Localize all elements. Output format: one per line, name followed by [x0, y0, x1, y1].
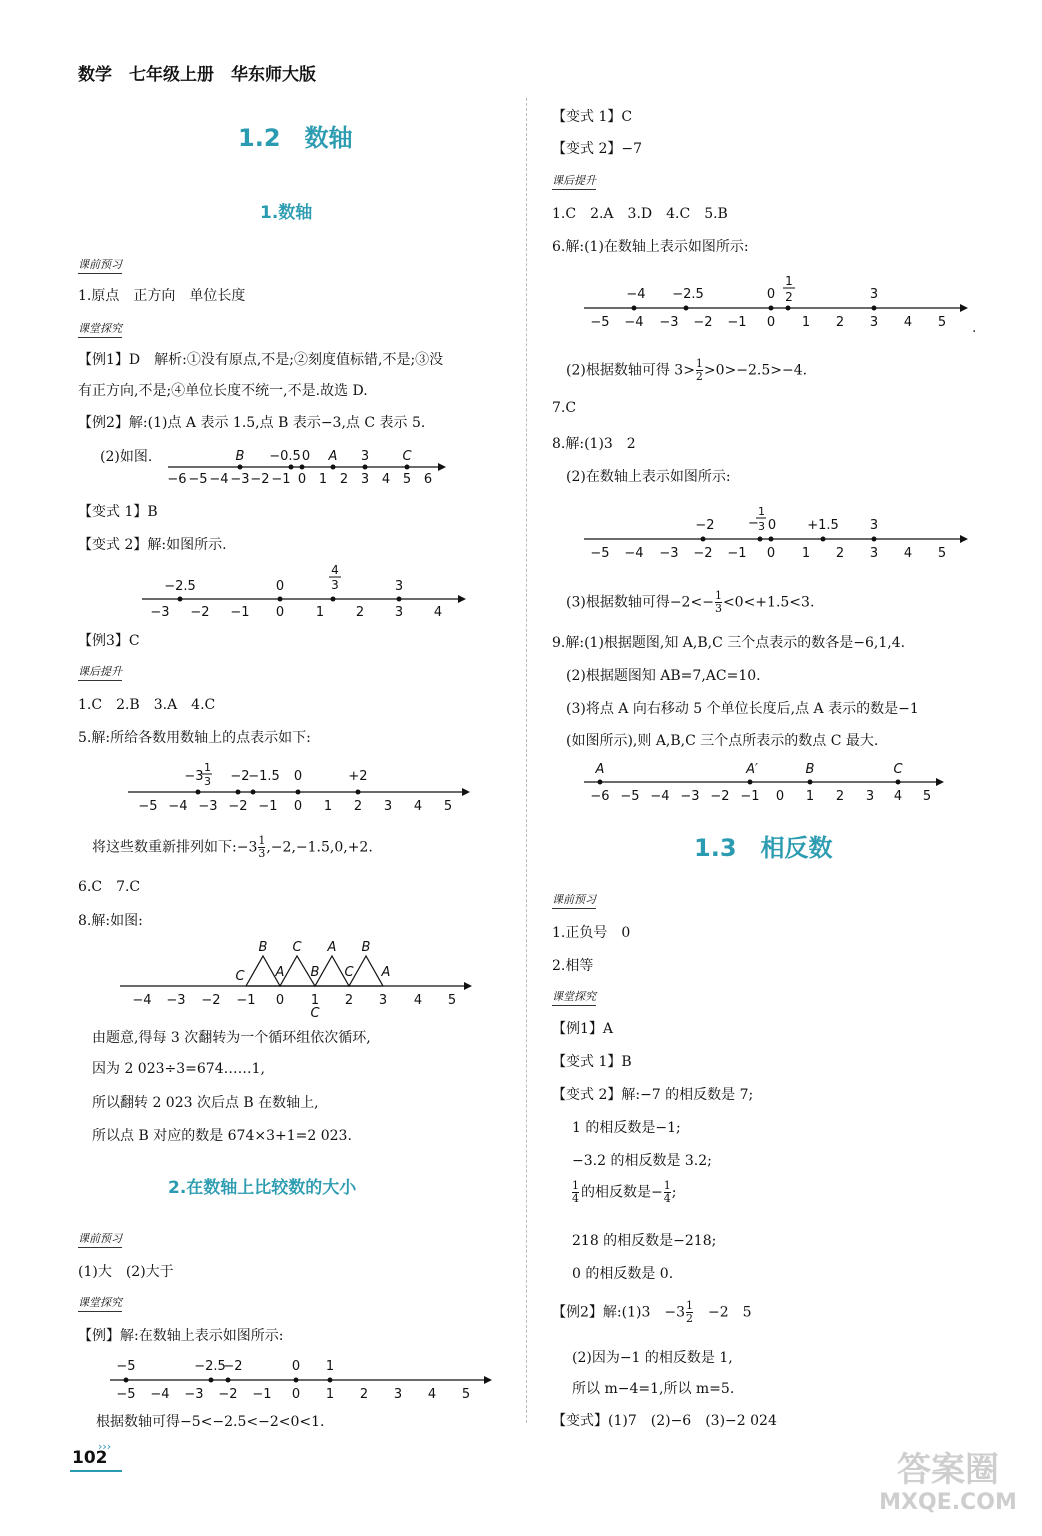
svg-text:−2: −2	[218, 1387, 238, 1402]
r-q6-fraction: $\frac{1}{2}$	[695, 357, 703, 383]
svg-text:−3: −3	[659, 546, 679, 561]
subsection-title-2: 2.在数轴上比较数的大小	[168, 1178, 357, 1198]
q8-line-4: 所以点 B 对应的数是 674×3+1=2 023.	[92, 1128, 352, 1144]
svg-text:−5: −5	[620, 789, 640, 804]
watermark-logo: 答案圈 MXQE.COM	[879, 1450, 1017, 1515]
svg-text:5: 5	[447, 993, 457, 1008]
r-question-6: 6.解:(1)在数轴上表示如图所示:	[552, 239, 749, 255]
svg-text:1: 1	[204, 761, 211, 774]
svg-text:0: 0	[291, 1359, 301, 1374]
svg-text:−1: −1	[258, 799, 278, 814]
r-frac-quarter-b: $\frac{1}{4}$	[663, 1179, 671, 1205]
q5-sorted-head: 将这些数重新排列如下:−3	[92, 839, 258, 856]
svg-text:−3: −3	[184, 769, 204, 784]
svg-text:−4: −4	[650, 789, 670, 804]
class-explore-label-2: 课堂探究	[78, 1294, 122, 1312]
pre-study-label: 课前预习	[78, 256, 122, 274]
svg-text:3: 3	[204, 775, 211, 788]
svg-text:−4: −4	[624, 546, 644, 561]
r-pre-2: 2.相等	[552, 958, 594, 974]
svg-text:−1: −1	[727, 546, 747, 561]
svg-text:−4: −4	[209, 472, 229, 487]
svg-text:5: 5	[461, 1387, 471, 1402]
question-8: 8.解:如图:	[78, 913, 143, 929]
svg-text:−2.5: −2.5	[164, 579, 196, 594]
svg-text:2: 2	[355, 605, 365, 620]
svg-text:0: 0	[291, 1387, 301, 1402]
svg-text:5: 5	[937, 315, 947, 330]
r-question-7: 7.C	[552, 400, 577, 416]
svg-text:−4: −4	[150, 1387, 170, 1402]
svg-text:−6: −6	[167, 472, 187, 487]
question-6-7: 6.C 7.C	[78, 879, 141, 895]
r-e2-fraction: $\frac{1}{2}$	[686, 1299, 693, 1325]
svg-text:A: A	[327, 940, 337, 955]
r-variant-1: 【变式 1】C	[552, 109, 633, 125]
svg-text:2: 2	[359, 1387, 369, 1402]
svg-text:−2: −2	[693, 315, 713, 330]
svg-text:C: C	[292, 940, 302, 955]
svg-text:1: 1	[315, 605, 325, 620]
number-line-q8-flip	[116, 936, 476, 1018]
example-3: 【例3】C	[78, 633, 140, 649]
svg-text:−1: −1	[236, 993, 256, 1008]
subsection-title-1: 1.数轴	[260, 203, 313, 223]
svg-text:0: 0	[297, 472, 307, 487]
svg-text:3: 3	[869, 518, 879, 533]
svg-text:−4: −4	[626, 287, 646, 302]
svg-text:−3: −3	[166, 993, 186, 1008]
svg-text:1: 1	[801, 546, 811, 561]
svg-text:−3: −3	[198, 799, 218, 814]
pre-study-answer-2: (1)大 (2)大于	[78, 1264, 174, 1280]
svg-text:2: 2	[835, 315, 845, 330]
svg-text:−3: −3	[184, 1387, 204, 1402]
svg-text:4: 4	[427, 1387, 437, 1402]
svg-text:1: 1	[758, 505, 765, 518]
example-compare: 【例】解:在数轴上表示如图所示:	[78, 1328, 284, 1344]
svg-text:0: 0	[766, 546, 776, 561]
svg-text:−2: −2	[228, 799, 248, 814]
svg-text:0: 0	[293, 769, 303, 784]
svg-text:4: 4	[903, 315, 913, 330]
svg-text:3: 3	[383, 799, 393, 814]
svg-text:C: C	[893, 762, 903, 777]
svg-text:−0.5: −0.5	[269, 449, 301, 464]
svg-text:2: 2	[835, 546, 845, 561]
page-header: 数学 七年级上册 华东师大版	[78, 65, 316, 85]
r-q8-conclusion: (3)根据数轴可得−2<− $\frac{1}{3}$ <0<+1.5<3.	[566, 589, 815, 615]
svg-text:2: 2	[344, 993, 354, 1008]
svg-text:B: B	[235, 449, 245, 464]
r-variant-b2-b: 1 的相反数是−1;	[572, 1120, 681, 1136]
q5-fraction: $\frac{1}{3}$	[258, 834, 266, 860]
svg-text:1: 1	[325, 1359, 335, 1374]
svg-text:−2.5: −2.5	[672, 287, 704, 302]
number-line-r6	[580, 270, 980, 332]
number-line-compare	[106, 1350, 496, 1404]
svg-text:B: B	[805, 762, 815, 777]
svg-text:0: 0	[766, 315, 776, 330]
r-variant-b1: 【变式 1】B	[552, 1054, 632, 1070]
svg-text:−1: −1	[271, 472, 291, 487]
r-pre-1: 1.正负号 0	[552, 925, 631, 941]
number-line-var2	[138, 562, 468, 620]
r-answers: 1.C 2.A 3.D 4.C 5.B	[552, 206, 728, 222]
svg-text:1: 1	[310, 993, 320, 1008]
svg-text:A: A	[275, 965, 285, 980]
example-1-line-1: 【例1】D 解析:①没有原点,不是;②刻度值标错,不是;③没	[78, 352, 444, 368]
svg-text:3: 3	[394, 605, 404, 620]
section-title-1-3: 1.3 相反数	[694, 834, 833, 862]
svg-text:2: 2	[353, 799, 363, 814]
svg-text:−3: −3	[659, 315, 679, 330]
svg-text:A: A	[328, 449, 338, 464]
svg-text:4: 4	[381, 472, 391, 487]
compare-conclusion: 根据数轴可得−5<−2.5<−2<0<1.	[96, 1414, 325, 1430]
svg-text:3: 3	[394, 579, 404, 594]
r-variant-2: 【变式 2】−7	[552, 141, 642, 157]
svg-text:3: 3	[393, 1387, 403, 1402]
r-after-class-label: 课后提升	[552, 172, 596, 190]
svg-text:4: 4	[413, 799, 423, 814]
svg-text:0: 0	[766, 287, 776, 302]
q8-line-1: 由题意,得每 3 次翻转为一个循环组依次循环,	[92, 1030, 371, 1046]
svg-text:3: 3	[869, 315, 879, 330]
svg-text:−5: −5	[590, 315, 610, 330]
svg-text:1: 1	[318, 472, 328, 487]
svg-text:+2: +2	[348, 769, 368, 784]
example-2-line-1: 【例2】解:(1)点 A 表示 1.5,点 B 表示−3,点 C 表示 5.	[78, 415, 426, 431]
svg-text:−5: −5	[116, 1387, 136, 1402]
tick-labels	[167, 472, 432, 487]
chevrons-icon: ›››	[98, 1440, 112, 1453]
svg-text:3: 3	[869, 546, 879, 561]
svg-text:1: 1	[325, 1387, 335, 1402]
q5-sorted-tail: ,−2,−1.5,0,+2.	[266, 839, 373, 856]
page-number: 102	[72, 1448, 108, 1468]
svg-text:−: −	[748, 516, 759, 531]
svg-text:B: B	[258, 940, 268, 955]
svg-text:5: 5	[937, 546, 947, 561]
svg-text:2: 2	[339, 472, 349, 487]
question-5: 5.解:所给各数用数轴上的点表示如下:	[78, 730, 311, 746]
svg-text:4: 4	[903, 546, 913, 561]
svg-text:,: ,	[972, 321, 977, 332]
svg-text:4: 4	[331, 563, 339, 577]
svg-text:2: 2	[785, 290, 793, 304]
svg-text:4: 4	[433, 605, 443, 620]
svg-text:−3: −3	[230, 472, 250, 487]
svg-text:−1: −1	[740, 789, 760, 804]
example-1-line-2: 有正方向,不是;④单位长度不统一,不是.故选 D.	[78, 383, 368, 399]
svg-text:1: 1	[801, 315, 811, 330]
number-line-r9	[580, 760, 950, 808]
svg-text:3: 3	[360, 449, 370, 464]
svg-text:−5: −5	[138, 799, 158, 814]
svg-text:−2: −2	[190, 605, 210, 620]
svg-text:−4: −4	[132, 993, 152, 1008]
svg-text:−1: −1	[727, 315, 747, 330]
svg-text:+1.5: +1.5	[807, 518, 839, 533]
r-question-9-1: 9.解:(1)根据题图,知 A,B,C 三个点表示的数各是−6,1,4.	[552, 635, 906, 651]
svg-text:0: 0	[293, 799, 303, 814]
svg-text:C: C	[344, 965, 354, 980]
r-question-9-4: (如图所示),则 A,B,C 三个点所表示的数点 C 最大.	[566, 733, 879, 749]
pre-study-label-2: 课前预习	[78, 1230, 122, 1248]
svg-text:B: B	[361, 940, 371, 955]
pre-study-answer: 1.原点 正方向 单位长度	[78, 288, 246, 304]
svg-text:1: 1	[323, 799, 333, 814]
svg-text:0: 0	[275, 993, 285, 1008]
r-q6-conclusion: (2)根据数轴可得 3> $\frac{1}{2}$ >0>−2.5>−4.	[566, 357, 808, 383]
svg-text:C: C	[235, 969, 245, 984]
r-variant-b2-d: $\frac{1}{4}$ 的相反数是− $\frac{1}{4}$ ;	[572, 1179, 677, 1205]
page-number-badge	[70, 1440, 122, 1472]
svg-text:−2: −2	[201, 993, 221, 1008]
svg-text:−1: −1	[252, 1387, 272, 1402]
r-frac-quarter-a: $\frac{1}{4}$	[572, 1179, 579, 1205]
r-example-1: 【例1】A	[552, 1021, 614, 1037]
svg-text:−5: −5	[590, 546, 610, 561]
svg-text:0: 0	[767, 518, 777, 533]
svg-text:−2: −2	[710, 789, 730, 804]
r-variant-b2-c: −3.2 的相反数是 3.2;	[572, 1153, 712, 1169]
svg-text:3: 3	[378, 993, 388, 1008]
svg-text:B: B	[310, 965, 320, 980]
svg-text:C: C	[402, 449, 412, 464]
r-class-label: 课堂探究	[552, 988, 596, 1006]
svg-text:−3: −3	[150, 605, 170, 620]
svg-text:A: A	[595, 762, 605, 777]
svg-text:−5: −5	[116, 1359, 136, 1374]
svg-text:−2: −2	[230, 769, 250, 784]
svg-text:5: 5	[402, 472, 412, 487]
svg-text:3: 3	[869, 287, 879, 302]
r-variant-b2-e: 218 的相反数是−218;	[572, 1233, 717, 1249]
number-line-r8	[580, 502, 980, 562]
r-example-2-3: 所以 m−4=1,所以 m=5.	[572, 1381, 735, 1397]
svg-text:3: 3	[865, 789, 875, 804]
section-title-1-2: 1.2 数轴	[238, 124, 353, 152]
svg-text:−5: −5	[188, 472, 208, 487]
r-question-9-2: (2)根据题图知 AB=7,AC=10.	[566, 668, 761, 684]
variant-2: 【变式 2】解:如图所示.	[78, 537, 227, 553]
svg-text:−1: −1	[230, 605, 250, 620]
svg-text:5: 5	[443, 799, 453, 814]
svg-text:4: 4	[413, 993, 423, 1008]
after-class-label: 课后提升	[78, 663, 122, 681]
svg-text:−2.5: −2.5	[194, 1359, 226, 1374]
svg-text:1: 1	[805, 789, 815, 804]
r-q8-fraction: $\frac{1}{3}$	[714, 589, 722, 615]
r-example-2-2: (2)因为−1 的相反数是 1,	[572, 1350, 733, 1366]
svg-text:−2: −2	[250, 472, 270, 487]
svg-text:A: A	[381, 965, 391, 980]
svg-text:−2: −2	[695, 518, 715, 533]
r-variant-last: 【变式】(1)7 (2)−6 (3)−2 024	[552, 1413, 777, 1429]
svg-text:2: 2	[835, 789, 845, 804]
svg-text:A′: A′	[746, 762, 758, 777]
svg-text:−3: −3	[680, 789, 700, 804]
svg-text:−6: −6	[590, 789, 610, 804]
svg-text:3: 3	[360, 472, 370, 487]
svg-text:−4: −4	[624, 315, 644, 330]
svg-text:0: 0	[275, 579, 285, 594]
after-class-answers: 1.C 2.B 3.A 4.C	[78, 697, 216, 713]
r-question-8-2: (2)在数轴上表示如图所示:	[566, 469, 731, 485]
svg-text:0: 0	[275, 605, 285, 620]
svg-text:0: 0	[301, 449, 311, 464]
r-variant-b2: 【变式 2】解:−7 的相反数是 7;	[552, 1087, 754, 1103]
svg-text:3: 3	[758, 520, 765, 533]
q8-line-3: 所以翻转 2 023 次后点 B 在数轴上,	[92, 1095, 319, 1111]
svg-text:−2: −2	[693, 546, 713, 561]
svg-text:−1.5: −1.5	[248, 769, 280, 784]
svg-text:5: 5	[922, 789, 932, 804]
svg-text:4: 4	[893, 789, 903, 804]
example-2-line-2: (2)如图.	[100, 449, 153, 465]
r-question-8-1: 8.解:(1)3 2	[552, 436, 636, 452]
q5-sorted	[92, 835, 373, 860]
number-line-ex2	[160, 440, 450, 488]
svg-text:6: 6	[423, 472, 433, 487]
number-line-q5	[124, 758, 474, 818]
svg-text:−2: −2	[223, 1359, 243, 1374]
svg-text:3: 3	[331, 578, 339, 592]
r-variant-b2-f: 0 的相反数是 0.	[572, 1266, 674, 1282]
svg-text:1: 1	[785, 274, 793, 288]
svg-text:−4: −4	[168, 799, 188, 814]
column-divider	[526, 98, 527, 1423]
svg-text:0: 0	[775, 789, 785, 804]
q8-line-2: 因为 2 023÷3=674……1,	[92, 1061, 265, 1077]
r-question-9-3: (3)将点 A 向右移动 5 个单位长度后,点 A 表示的数是−1	[566, 701, 919, 717]
svg-text:C: C	[310, 1006, 320, 1018]
r-example-2: 【例2】解:(1)3 −3 $\frac{1}{2}$ −2 5	[552, 1299, 752, 1325]
class-explore-label: 课堂探究	[78, 320, 122, 338]
variant-1: 【变式 1】B	[78, 504, 158, 520]
r-pre-label: 课前预习	[552, 891, 596, 909]
